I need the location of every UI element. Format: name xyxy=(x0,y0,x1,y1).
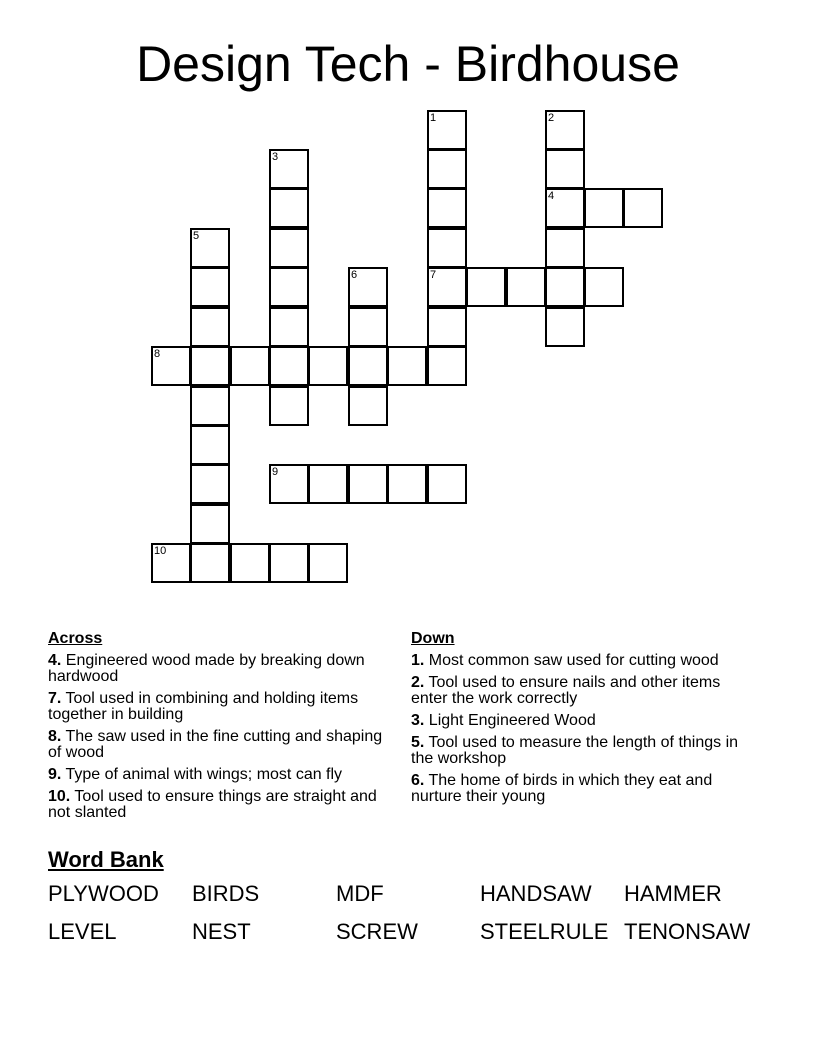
crossword-cell[interactable] xyxy=(427,267,467,307)
clue-item xyxy=(411,713,756,729)
clue-number: 1 xyxy=(430,112,437,124)
crossword-cell[interactable] xyxy=(230,543,270,583)
crossword-cell[interactable] xyxy=(623,188,663,228)
clue-text: The home of birds in which they eat and nurture their young xyxy=(411,772,713,805)
crossword-cell[interactable] xyxy=(269,386,309,426)
clue-num: 5. xyxy=(411,734,425,751)
crossword-cell[interactable] xyxy=(151,346,191,386)
clue-text: Tool used to ensure things are straight and not slanted xyxy=(48,788,377,821)
clue-item xyxy=(48,729,393,761)
crossword-cell[interactable] xyxy=(190,425,230,465)
clue-number: 6 xyxy=(351,269,358,281)
word-bank-title: Word Bank xyxy=(48,847,164,872)
crossword-cell[interactable] xyxy=(269,228,309,268)
crossword-cell[interactable] xyxy=(387,464,427,504)
crossword-cell[interactable] xyxy=(348,267,388,307)
clue-num: 9. xyxy=(48,766,62,783)
crossword-cell[interactable] xyxy=(308,346,348,386)
crossword-cell[interactable] xyxy=(427,346,467,386)
crossword-cell[interactable] xyxy=(427,188,467,228)
crossword-cell[interactable] xyxy=(190,386,230,426)
clue-text: Tool used in combining and holding items together in building xyxy=(48,690,359,723)
word-bank-word: HANDSAW xyxy=(480,881,592,906)
crossword-cell[interactable] xyxy=(387,346,427,386)
clue-number: 7 xyxy=(430,269,437,281)
crossword-cell[interactable] xyxy=(190,543,230,583)
clue-num: 3. xyxy=(411,712,425,729)
crossword-cell[interactable] xyxy=(545,267,585,307)
crossword-cell[interactable] xyxy=(190,267,230,307)
crossword-cell[interactable] xyxy=(466,267,506,307)
crossword-cell[interactable] xyxy=(190,228,230,268)
clue-text: Tool used to ensure nails and other items enter the work correctly xyxy=(411,674,721,707)
word-bank-word: STEELRULE xyxy=(480,919,609,944)
word-bank-word: NEST xyxy=(192,919,251,944)
clue-text: The saw used in the fine cutting and shaping of wood xyxy=(48,728,383,761)
crossword-cell[interactable] xyxy=(269,149,309,189)
word-bank-word: HAMMER xyxy=(624,881,722,906)
word-bank-word: TENONSAW xyxy=(624,919,751,944)
clue-item xyxy=(48,767,393,783)
down-heading: Down xyxy=(411,630,455,647)
down-clues xyxy=(411,630,756,811)
crossword-cell[interactable] xyxy=(348,346,388,386)
word-bank-word: PLYWOOD xyxy=(48,881,159,906)
clue-item xyxy=(411,773,756,805)
crossword-cell[interactable] xyxy=(190,346,230,386)
crossword-cell[interactable] xyxy=(269,464,309,504)
word-bank-word: SCREW xyxy=(336,919,418,944)
clue-num: 1. xyxy=(411,652,425,669)
clue-number: 8 xyxy=(154,348,161,360)
crossword-cell[interactable] xyxy=(584,188,624,228)
crossword-cell[interactable] xyxy=(269,543,309,583)
across-heading: Across xyxy=(48,630,103,647)
clue-text: Tool used to measure the length of things in the workshop xyxy=(411,734,739,767)
crossword-cell[interactable] xyxy=(545,110,585,150)
crossword-cell[interactable] xyxy=(427,464,467,504)
crossword-cell[interactable] xyxy=(308,464,348,504)
crossword-cell[interactable] xyxy=(348,307,388,347)
crossword-cell[interactable] xyxy=(427,149,467,189)
page-title: Design Tech - Birdhouse xyxy=(136,36,680,92)
word-bank-word: BIRDS xyxy=(192,881,260,906)
clue-text: Type of animal with wings; most can fly xyxy=(65,766,343,783)
crossword-cell[interactable] xyxy=(269,188,309,228)
crossword-cell[interactable] xyxy=(545,149,585,189)
crossword-cell[interactable] xyxy=(190,504,230,544)
crossword-cell[interactable] xyxy=(269,267,309,307)
crossword-cell[interactable] xyxy=(190,464,230,504)
clue-number: 9 xyxy=(272,466,279,478)
clue-num: 10. xyxy=(48,788,71,805)
crossword-cell[interactable] xyxy=(348,464,388,504)
crossword-cell[interactable] xyxy=(545,188,585,228)
clue-item xyxy=(411,735,756,767)
crossword-cell[interactable] xyxy=(230,346,270,386)
crossword-cell[interactable] xyxy=(269,346,309,386)
clue-item xyxy=(48,691,393,723)
clue-num: 2. xyxy=(411,674,425,691)
clue-item xyxy=(411,675,756,707)
clue-num: 4. xyxy=(48,652,62,669)
word-bank-word: MDF xyxy=(336,881,384,906)
crossword-cell[interactable] xyxy=(545,307,585,347)
clue-num: 6. xyxy=(411,772,425,789)
word-bank xyxy=(48,882,768,944)
clue-number: 3 xyxy=(272,151,279,163)
clue-num: 7. xyxy=(48,690,62,707)
clue-number: 5 xyxy=(193,230,200,242)
crossword-cell[interactable] xyxy=(545,228,585,268)
crossword-cell[interactable] xyxy=(506,267,546,307)
crossword-cell[interactable] xyxy=(308,543,348,583)
crossword-cell[interactable] xyxy=(348,386,388,426)
clue-text: Light Engineered Wood xyxy=(428,712,596,729)
crossword-cell[interactable] xyxy=(269,307,309,347)
crossword-cell[interactable] xyxy=(427,307,467,347)
crossword-cell[interactable] xyxy=(190,307,230,347)
crossword-cell[interactable] xyxy=(427,228,467,268)
clue-number: 4 xyxy=(548,190,555,202)
clue-num: 8. xyxy=(48,728,62,745)
clue-number: 10 xyxy=(154,545,167,557)
clue-item xyxy=(48,653,393,685)
clue-number: 2 xyxy=(548,112,555,124)
crossword-cell[interactable] xyxy=(427,110,467,150)
clue-text: Engineered wood made by breaking down hardwood xyxy=(48,652,365,685)
word-bank-word: LEVEL xyxy=(48,919,117,944)
crossword-cell[interactable] xyxy=(584,267,624,307)
clue-text: Most common saw used for cutting wood xyxy=(428,652,719,669)
across-clues xyxy=(48,630,393,827)
crossword-cell[interactable] xyxy=(151,543,191,583)
clue-item xyxy=(411,653,756,669)
clue-item xyxy=(48,789,393,821)
